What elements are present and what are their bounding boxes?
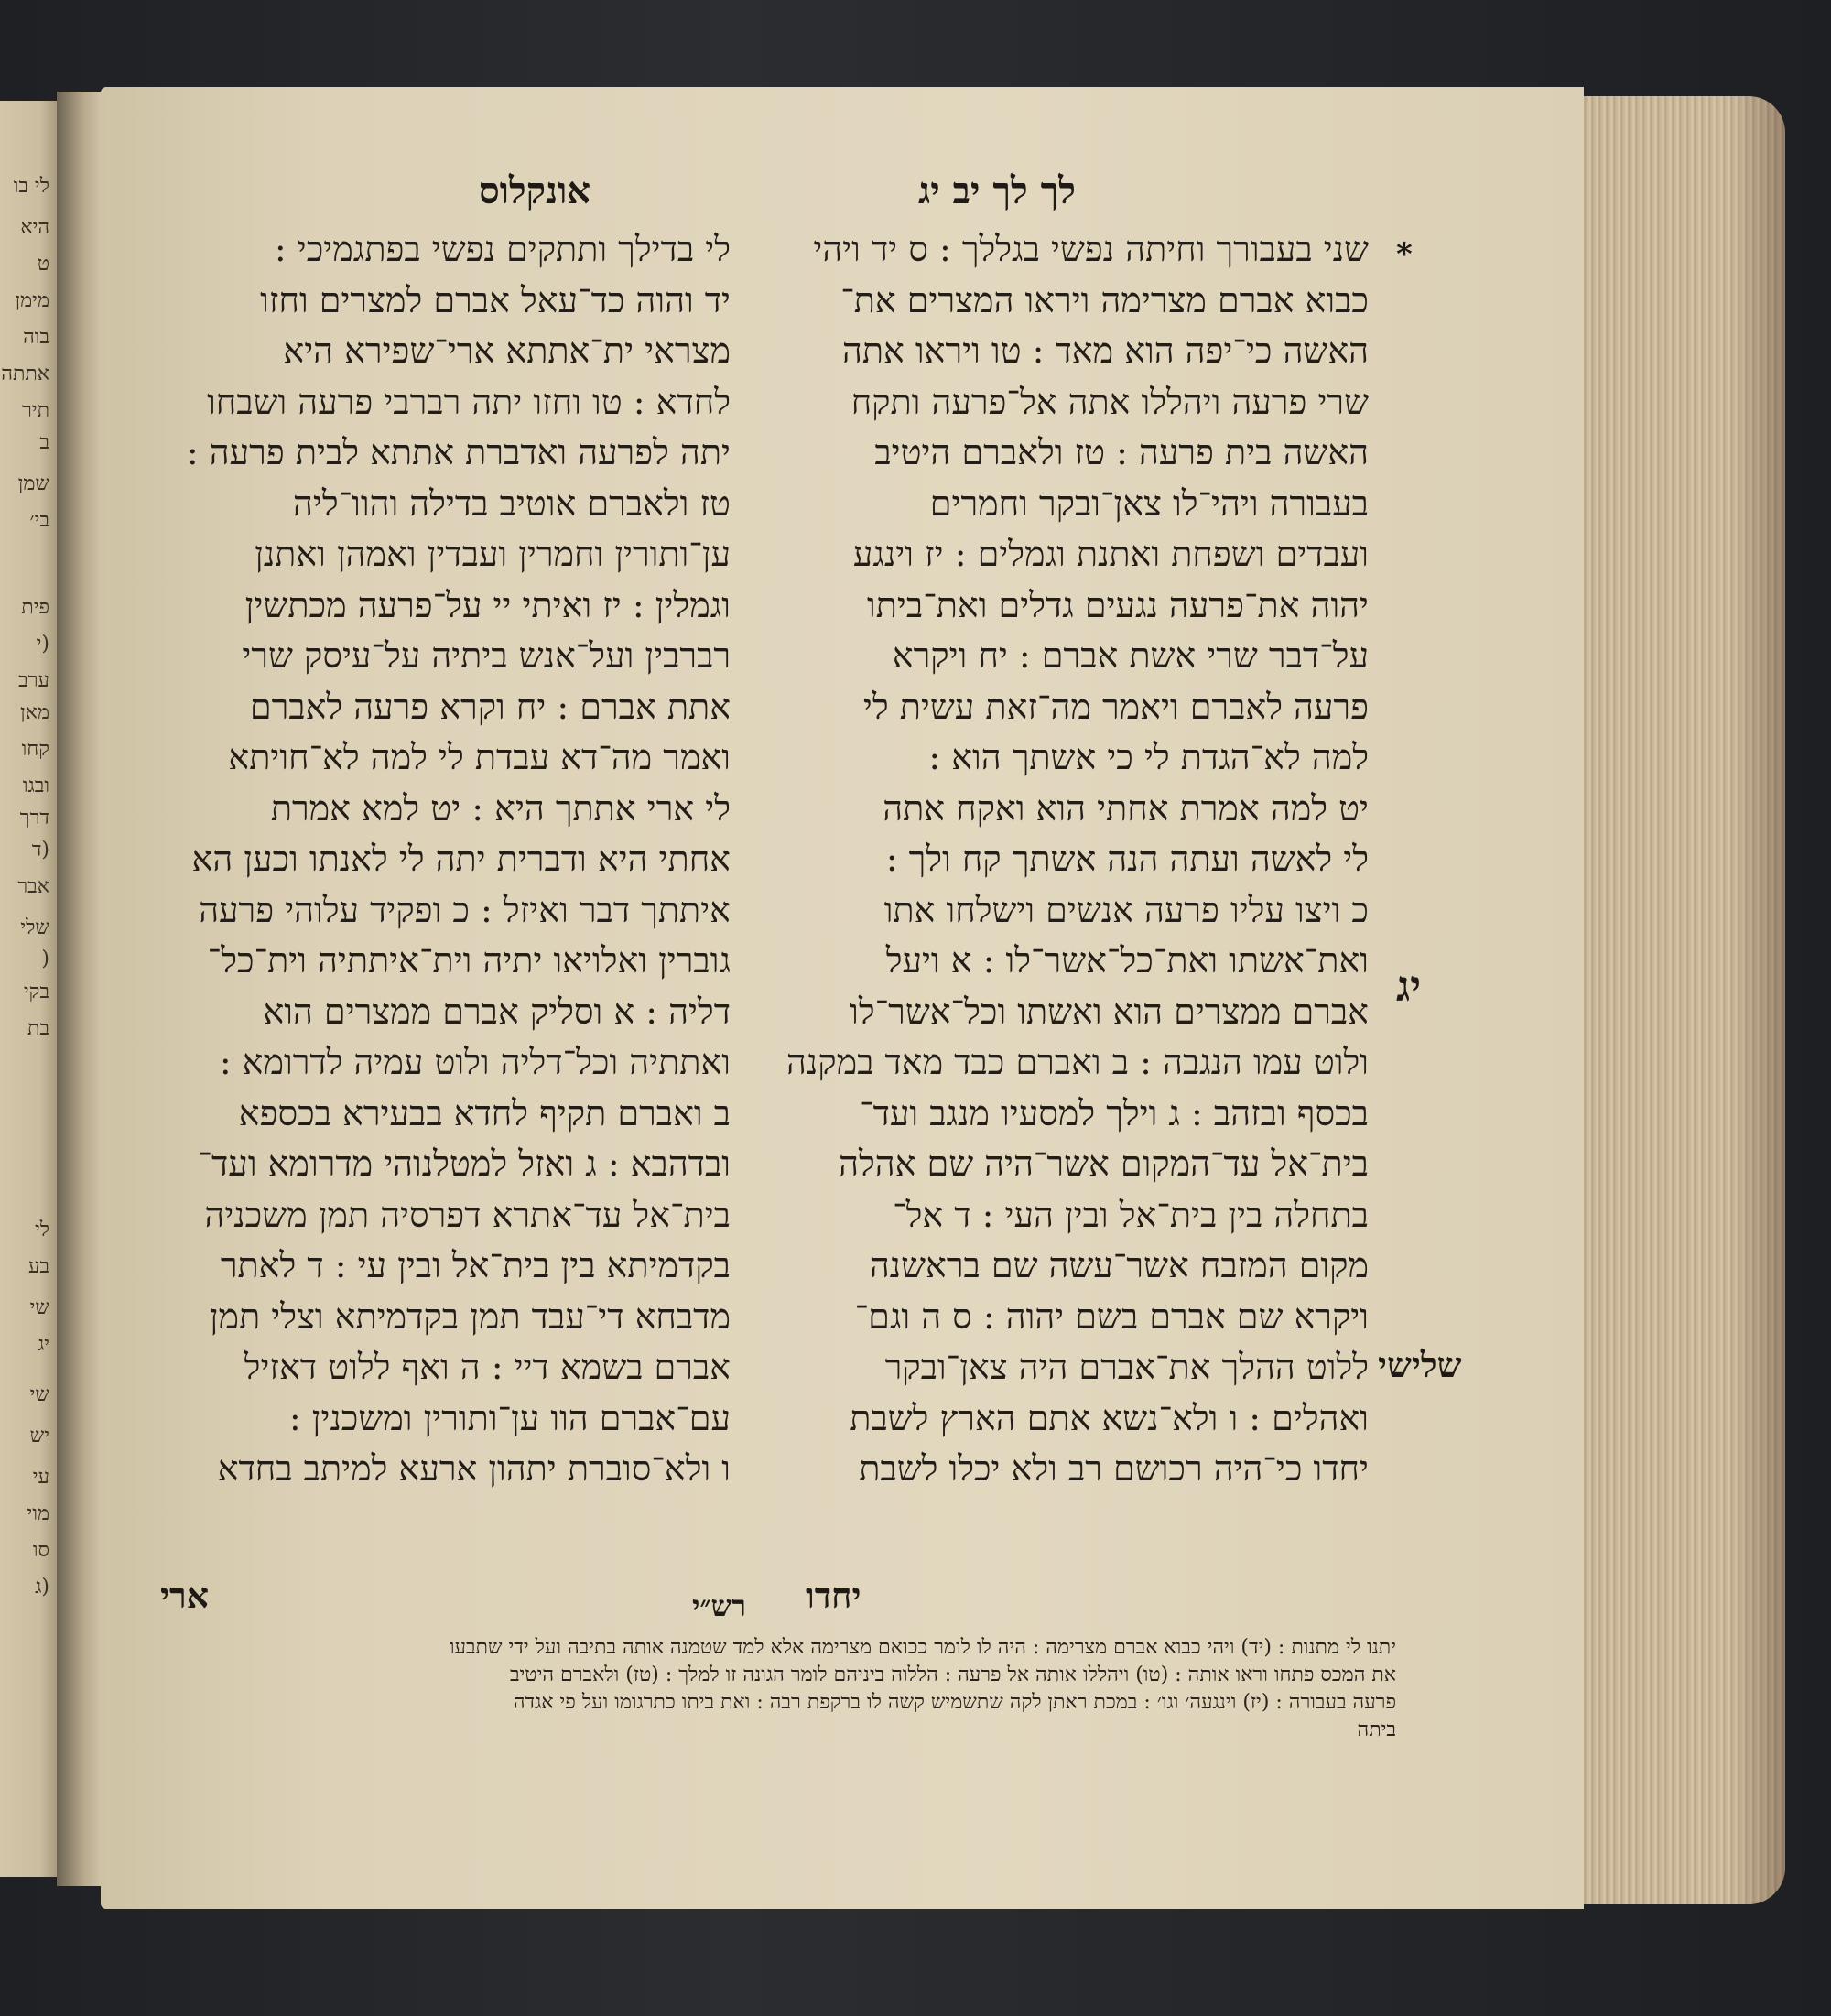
facing-page-text-fragment: ט (37, 253, 49, 276)
onkelos-text-line: ב ואברם תקיף לחדא בבעירא בכספא (238, 1092, 731, 1133)
hebrew-text-line: ועבדים ושפחת ואתנת וגמלים : יז וינגע (852, 534, 1369, 574)
onkelos-text-line: טז ולאברם אוטיב בדילה והוו־ליה (293, 482, 731, 524)
catchword-left: ארי (160, 1575, 210, 1616)
page-header-parasha: לך לך יב יג (918, 169, 1076, 212)
onkelos-text-line: גוברין ואלויאו יתיה וית־איתתיה וית־כל־ (207, 940, 731, 981)
onkelos-text-line: ו ולא־סוברת יתהון ארעא למיתב בחדא (217, 1448, 731, 1489)
onkelos-text-line: דליה : א וסליק אברם ממצרים הוא (263, 991, 731, 1032)
facing-page-text-fragment: שי (29, 1383, 49, 1406)
hebrew-text-line: לי לאשה ועתה הנה אשתך קח ולך : (885, 839, 1369, 879)
hebrew-text-line: ולוט עמו הנגבה : ב ואברם כבד מאד במקנה (786, 1042, 1369, 1082)
hebrew-text-line: ויקרא שם אברם בשם יהוה : ס ה וגם־ (854, 1295, 1369, 1337)
onkelos-text-line: ואמר מה־דא עבדת לי למה לא־חויתא (228, 737, 731, 777)
rashi-text-line: ביתה (1357, 1718, 1396, 1741)
facing-page-text-fragment: לי בו (13, 175, 49, 198)
facing-page-text-fragment: אבר (17, 875, 49, 898)
hebrew-text-line: ואת־אשתו ואת־כל־אשר־לו : א ויעל (885, 940, 1369, 981)
hebrew-text-line: כבוא אברם מצרימה ויראו המצרים את־ (840, 279, 1369, 320)
onkelos-text-line: ען־ותורין וחמרין ועבדין ואמהן ואתנן (255, 534, 731, 574)
facing-page-text-fragment: בקי (23, 981, 49, 1003)
onkelos-text-line: וגמלין : יז ואיתי יי על־פרעה מכתשין (244, 584, 731, 625)
rashi-heading: רש״י (692, 1588, 746, 1623)
facing-page-text-fragment: בי׳ (29, 509, 49, 532)
hebrew-text-line: בתחלה בין בית־אל ובין העי : ד אל־ (893, 1194, 1369, 1235)
rashi-commentary (105, 1634, 1396, 1744)
facing-page-text-fragment: (י (36, 633, 49, 656)
facing-page-text-fragment: בוה (23, 326, 49, 349)
facing-page-text-fragment: ב (39, 431, 49, 454)
facing-page-text-fragment: יש (29, 1425, 49, 1447)
catchword-right: יחדו (806, 1575, 861, 1616)
onkelos-text-line: בקדמיתא בין בית־אל ובין עי : ד לאתר (220, 1245, 731, 1285)
onkelos-text-line: עם־אברם הוו ען־ותורין ומשכנין : (288, 1397, 731, 1438)
hebrew-text-line: האשה בית פרעה : טז ולאברם היטיב (874, 432, 1369, 472)
facing-page-text-fragment: עי (32, 1466, 49, 1489)
hebrew-text-line: למה לא־הגדת לי כי אשתך הוא : (928, 737, 1369, 777)
hebrew-text-line: בית־אל עד־המקום אשר־היה שם אהלה (839, 1143, 1369, 1184)
facing-page-text-fragment: ובגו (22, 775, 49, 797)
facing-page-text-fragment: (ג (35, 1576, 49, 1599)
hebrew-text-line: כ ויצו עליו פרעה אנשים וישלחו אתו (883, 889, 1369, 930)
hebrew-text-line: יט למה אמרת אחתי הוא ואקח אתה (883, 787, 1369, 829)
rashi-text-line: את המכס פתחו וראו אותה : (טו) ויהללו אותה אל פרעה : הללוה ביניהם לומר הגונה זו למלך : (טז) ולאברם היטיב (509, 1664, 1396, 1686)
hebrew-text-line: האשה כי־יפה הוא מאד : טו ויראו אתה (842, 331, 1369, 371)
onkelos-text-line: אחתי היא ודברית יתה לי לאנתו וכען הא (191, 839, 731, 879)
facing-page-text-fragment: שמן (17, 472, 49, 495)
facing-page-text-fragment: מאן (20, 701, 49, 724)
facing-page-text-fragment: מימן (15, 289, 49, 312)
facing-page-text-fragment: יג (37, 1333, 49, 1356)
onkelos-text-line: לי ארי אתתך היא : יט למא אמרת (270, 787, 731, 829)
onkelos-text-line: מדבחא די־עבד תמן בקדמיתא וצלי תמן (209, 1295, 731, 1337)
facing-page-text-fragment: פית (21, 596, 49, 619)
rashi-text-line: יתנו לי מתנות : (יד) ויהי כבוא אברם מצרימה : היה לו לומר ככואם מצרימה אלא למד שטמנה אותה בתיבה ועל ידי שתבעו (449, 1636, 1396, 1659)
chapter-marker: יג (1396, 961, 1422, 1011)
facing-page-text-fragment: בע (27, 1255, 49, 1278)
facing-page-text-fragment: דרך (19, 807, 49, 829)
book-gutter (57, 92, 107, 1886)
onkelos-text-line: לי בדילך ותתקים נפשי בפתגמיכי : (274, 229, 731, 269)
hebrew-text-line: שני בעבורך וחיתה נפשי בגללך : ס יד ויהי (813, 229, 1369, 269)
facing-page-text-fragment: (ד (31, 839, 49, 862)
facing-page-text-fragment: סו (32, 1539, 49, 1562)
hebrew-text-line: יחדו כי־היה רכושם רב ולא יכלו לשבת (859, 1448, 1369, 1489)
hebrew-text-column (746, 224, 1369, 1495)
facing-page-text-fragment: קחו (21, 738, 49, 761)
onkelos-text-line: ואתתיה וכל־דליה ולוט עמיה לדרומא : (219, 1042, 731, 1082)
hebrew-text-line: ואהלים : ו ולא־נשא אתם הארץ לשבת (850, 1397, 1369, 1438)
onkelos-text-line: ובדהבא : ג ואזל למטלנוהי מדרומא ועד־ (198, 1143, 731, 1184)
hebrew-text-line: אברם ממצרים הוא ואשתו וכל־אשר־לו (850, 991, 1369, 1032)
facing-page-text-fragment: תיר (22, 399, 49, 422)
hebrew-text-line: מקום המזבח אשר־עשה שם בראשנה (869, 1245, 1369, 1285)
aliyah-marker: שלישי (1378, 1344, 1462, 1385)
hebrew-text-line: פרעה לאברם ויאמר מה־זאת עשית לי (862, 686, 1369, 727)
hebrew-text-line: בעבורה ויהי־לו צאן־ובקר וחמרים (929, 482, 1369, 524)
facing-page-text-fragment: שי (29, 1296, 49, 1319)
hebrew-text-line: יהוה את־פרעה נגעים גדלים ואת־ביתו (867, 584, 1369, 625)
onkelos-text-line: בית־אל עד־אתרא דפרסיה תמן משכניה (204, 1194, 731, 1235)
facing-page-text-fragment: אתתה (1, 363, 49, 385)
facing-page-text-fragment: ( (41, 948, 49, 970)
facing-page-fragment (0, 101, 57, 1877)
facing-page-text-fragment: לי (34, 1219, 49, 1241)
onkelos-text-column (101, 224, 731, 1495)
rashi-text-line: פרעה בעבורה : (יז) וינגעה׳ וגו׳ : במכת ראתן לקה שתשמיש קשה לו ברקפת רבה : ואת ביתו כתרגומו ועל פי אגדה (513, 1691, 1396, 1714)
facing-page-text-fragment: ערב (18, 669, 49, 692)
page-fore-edge (1566, 96, 1785, 1904)
onkelos-text-line: רברבין ועל־אנש ביתיה על־עיסק שרי (242, 635, 731, 676)
facing-page-text-fragment: מוי (27, 1502, 49, 1525)
onkelos-text-line: לחדא : טו וחזו יתה רברבי פרעה ושבחו (207, 381, 731, 422)
onkelos-text-line: יתה לפרעה ואדברת אתתא לבית פרעה : (186, 432, 731, 472)
onkelos-text-line: איתתך דבר ואיזל : כ ופקיד עלוהי פרעה (199, 889, 731, 930)
hebrew-text-line: שרי פרעה ויהללו אתה אל־פרעה ותקח (850, 381, 1369, 422)
page-header-onkelos: אונקלוס (478, 169, 590, 212)
onkelos-text-line: יד והוה כד־עאל אברם למצרים וחזו (260, 279, 731, 320)
hebrew-text-line: על־דבר שרי אשת אברם : יח ויקרא (892, 635, 1369, 676)
facing-page-text-fragment: בת (27, 1017, 49, 1040)
facing-page-text-fragment: שלי (20, 916, 49, 939)
facing-page-text-fragment: היא (20, 216, 49, 239)
onkelos-text-line: מצראי ית־אתתא ארי־שפירא היא (283, 331, 731, 371)
margin-asterisk: * (1396, 236, 1413, 273)
hebrew-text-line: בכסף ובזהב : ג וילך למסעיו מנגב ועד־ (860, 1092, 1369, 1133)
onkelos-text-line: אברם בשמא דיי : ה ואף ללוט דאזיל (244, 1347, 731, 1387)
onkelos-text-line: אתת אברם : יח וקרא פרעה לאברם (249, 686, 731, 727)
hebrew-text-line: ללוט ההלך את־אברם היה צאן־ובקר (884, 1347, 1369, 1387)
